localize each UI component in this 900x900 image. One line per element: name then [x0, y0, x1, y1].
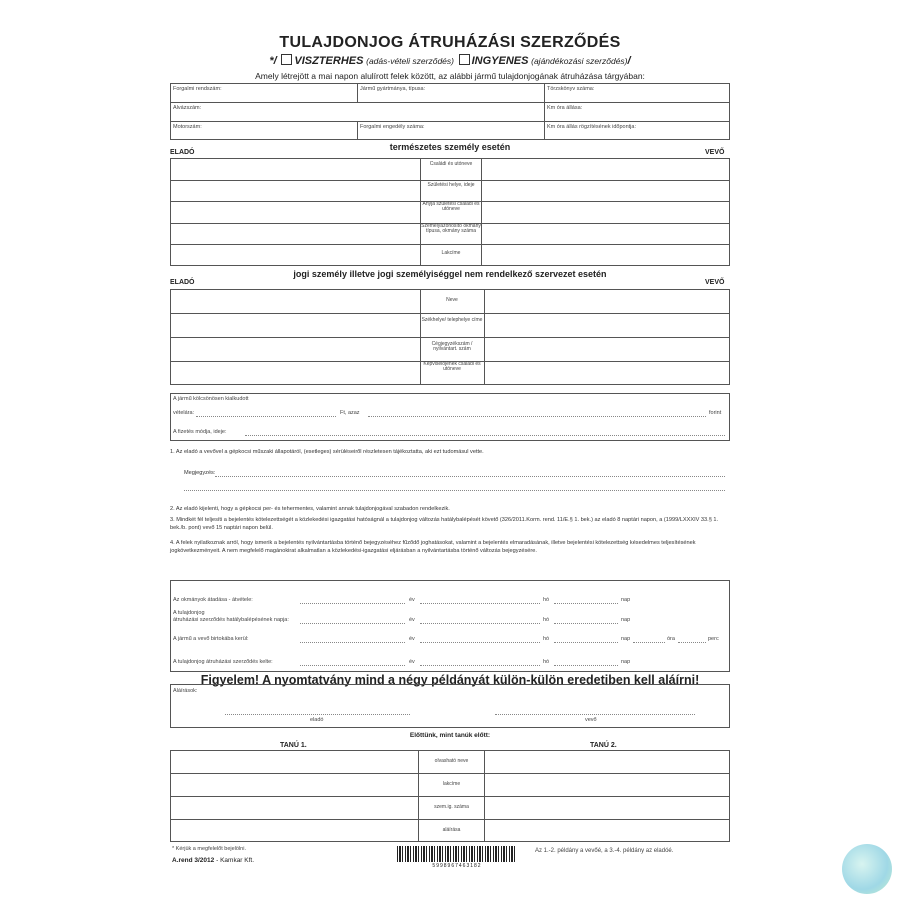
row-divider	[170, 244, 730, 245]
possession-label: A jármű a vevő birtokába kerül:	[173, 636, 249, 642]
clause-4: 4. A felek nyilatkoznak arról, hogy ismerik a bejelentés nyilvántartásba történő bejegyzéséhez fűződő joghatásokat, valamint a bejelentés elmaradásának, illetve bejelentési kötelezettség késedelmes teljesítésének jogkövetkezményeit. A nem megfelelő magánokirat alkalmatlan a közlekedési-igazgatási eljárásban a nyilvántartásba történő változás bejegyzésére.	[170, 540, 696, 555]
opt-ingyenes: INGYENES	[471, 55, 529, 67]
contract-type-line	[0, 54, 900, 67]
date-line[interactable]	[300, 623, 405, 624]
natural-row-label: Anyja születési családi és utóneve	[422, 201, 480, 213]
hour-label: óra	[667, 636, 675, 642]
date-line[interactable]	[420, 665, 540, 666]
opt-ingyenes-note: (ajándékozási szerződés)	[531, 56, 628, 66]
payment-label: A fizetés módja, ideje:	[173, 429, 227, 435]
col-divider	[357, 83, 358, 102]
seller-signature-line[interactable]	[225, 714, 410, 715]
barcode-digits: 5998967463182	[432, 863, 482, 869]
legal-buyer-label: VEVŐ	[705, 279, 725, 286]
contract-date-label: A tulajdonjog átruházási szerződés kelte:	[173, 659, 273, 665]
natural-row-label: Családi és utóneve	[429, 161, 473, 167]
registration-cert-label: Forgalmi engedély száma:	[360, 124, 425, 130]
witness-row-label: olvasható neve	[434, 758, 469, 764]
vehicle-table	[170, 83, 730, 140]
form-title: TULAJDONJOG ÁTRUHÁZÁSI SZERZŐDÉS	[279, 34, 621, 51]
day-label: nap	[621, 636, 631, 642]
registry-number-label: Törzskönyv száma:	[547, 86, 595, 92]
type-prefix: */	[269, 55, 277, 67]
month-label: hó	[543, 659, 550, 665]
barcode	[397, 846, 517, 862]
signatures-box	[170, 684, 730, 728]
row-divider	[170, 121, 730, 122]
date-line[interactable]	[554, 642, 618, 643]
row-divider	[170, 180, 730, 181]
date-line[interactable]	[420, 623, 540, 624]
price-box	[170, 393, 730, 441]
witness-row-label: szem.ig. száma	[434, 804, 469, 810]
intro-text: Amely létrejött a mai napon alulírott felek között, az alábbi jármű tulajdonjogának átruházása tárgyában:	[255, 71, 645, 81]
hour-line[interactable]	[633, 642, 665, 643]
row-divider	[170, 313, 730, 314]
price-intro: A jármű kölcsönösen kialkudott	[173, 396, 249, 402]
odometer-date-label: Km óra állás rögzítésének időpontja:	[547, 124, 636, 130]
legal-seller-label: ELADÓ	[170, 279, 195, 286]
plate-number-label: Forgalmi rendszám:	[173, 86, 222, 92]
note-line[interactable]	[184, 490, 725, 491]
col-divider	[544, 83, 545, 140]
signature-warning: Figyelem! A nyomtatvány mind a négy példányát külön-külön eredetiben kell aláírni!	[200, 673, 700, 687]
day-label: nap	[621, 617, 631, 623]
price-forint: forint	[709, 410, 722, 416]
date-line[interactable]	[420, 603, 540, 604]
month-label: hó	[543, 617, 550, 623]
date-line[interactable]	[420, 642, 540, 643]
legal-row-label: Képviselőjének családi és utóneve	[423, 361, 481, 373]
col-divider	[481, 158, 482, 266]
legal-row-label: Neve	[446, 297, 458, 303]
footnote: * Kérjük a megfelelőt bejelölni.	[172, 846, 246, 852]
form-code: A.rend 3/2012	[172, 857, 215, 864]
engine-number-label: Motorszám:	[173, 124, 202, 130]
minute-label: perc	[708, 636, 719, 642]
make-type-label: Jármű gyártmánya, típusa:	[360, 86, 426, 92]
clause-1: 1. Az eladó a vevővel a gépkocsi műszaki állapotáról, (esetleges) sérüléseiről részletesen tájékoztatta, aki ezt tudomásul vette.	[170, 449, 484, 455]
price-amount-line[interactable]	[196, 416, 336, 417]
chassis-number-label: Alvázszám:	[173, 105, 202, 111]
type-suffix: /	[627, 55, 631, 67]
date-line[interactable]	[554, 623, 618, 624]
day-label: nap	[621, 597, 631, 603]
row-divider	[170, 102, 730, 103]
date-line[interactable]	[300, 665, 405, 666]
witness-section-title: Előttünk, mint tanúk előtt:	[409, 732, 491, 739]
col-divider	[357, 121, 358, 140]
opt-viszterhes-note: (adás-vételi szerződés)	[366, 56, 454, 66]
minute-line[interactable]	[678, 642, 706, 643]
price-words-line[interactable]	[368, 416, 706, 417]
note-line[interactable]	[215, 476, 725, 477]
witness-row-label: aláírása	[442, 827, 461, 833]
row-divider	[170, 796, 730, 797]
seller-signature-caption: eladó	[310, 717, 324, 723]
buyer-signature-caption: vevő	[585, 717, 597, 723]
day-label: nap	[621, 659, 631, 665]
witness-1-label: TANÚ 1.	[280, 742, 307, 749]
price-ft: Ft, azaz	[340, 410, 360, 416]
year-label: év	[409, 597, 415, 603]
witness-row-label: lakcíme	[442, 781, 461, 787]
legal-row-label: Cégjegyzékszám / nyilvántart. szám	[431, 341, 473, 353]
row-divider	[170, 337, 730, 338]
odometer-label: Km óra állása:	[547, 105, 583, 111]
month-label: hó	[543, 636, 550, 642]
code-dash: -	[216, 857, 219, 864]
natural-row-label: Személyazonosító okmány típusa, okmány száma	[421, 223, 481, 235]
note-label: Megjegyzés:	[184, 470, 216, 476]
form-code-line	[172, 857, 254, 864]
date-line[interactable]	[554, 665, 618, 666]
price-label: vételára:	[173, 410, 195, 416]
publisher: Kamkar Kft.	[220, 857, 255, 864]
copies-note: Az 1.-2. példány a vevőé, a 3.-4. példány az eladóé.	[535, 848, 674, 854]
natural-buyer-label: VEVŐ	[705, 149, 725, 156]
year-label: év	[409, 659, 415, 665]
year-label: év	[409, 636, 415, 642]
clause-3: 3. Mindkét fél teljesíti a bejelentés kötelezettségét a közlekedési igazgatási hatóságnál a tulajdonjog változás hatálybalépését követő (326/2011.Korm. rend. 11/E.§ 1. bek.) az eladó 8 naptári napon, a (1999/LXXXIV 33.§ 1. bek./b. pont) vevő 15 naptári napon belül.	[170, 517, 719, 532]
checkbox-viszterhes[interactable]	[281, 54, 292, 65]
buyer-signature-line[interactable]	[495, 714, 695, 715]
documents-handover-label: Az okmányok átadása - átvétele:	[173, 597, 253, 603]
clause-2: 2. Az eladó kijelenti, hogy a gépkocsi per- és tehermentes, valamint annak tulajdonjogával szabadon rendelkezik.	[170, 506, 450, 512]
month-label: hó	[543, 597, 550, 603]
row-divider	[170, 819, 730, 820]
effective-date-label-2: átruházási szerződés hatálybalépésének napja:	[173, 617, 289, 623]
natural-row-label: Lakcíme	[441, 250, 461, 256]
legal-section-title: jogi személy illetve jogi személyiséggel nem rendelkező szervezet esetén	[293, 269, 607, 279]
natural-row-label: Születési helye, ideje	[427, 182, 475, 188]
globe-logo-icon	[842, 844, 892, 894]
witness-2-label: TANÚ 2.	[590, 742, 617, 749]
natural-seller-label: ELADÓ	[170, 149, 195, 156]
date-line[interactable]	[300, 603, 405, 604]
legal-row-label: Székhelye/ telephelye címe	[421, 317, 483, 323]
signatures-label: Aláírások:	[173, 688, 198, 694]
checkbox-ingyenes[interactable]	[459, 54, 470, 65]
payment-line[interactable]	[245, 435, 725, 436]
year-label: év	[409, 617, 415, 623]
effective-date-label-1: A tulajdonjog	[173, 610, 205, 616]
opt-viszterhes: VISZTERHES	[294, 55, 364, 67]
date-line[interactable]	[554, 603, 618, 604]
natural-section-title: természetes személy esetén	[389, 142, 511, 152]
row-divider	[170, 773, 730, 774]
date-line[interactable]	[300, 642, 405, 643]
